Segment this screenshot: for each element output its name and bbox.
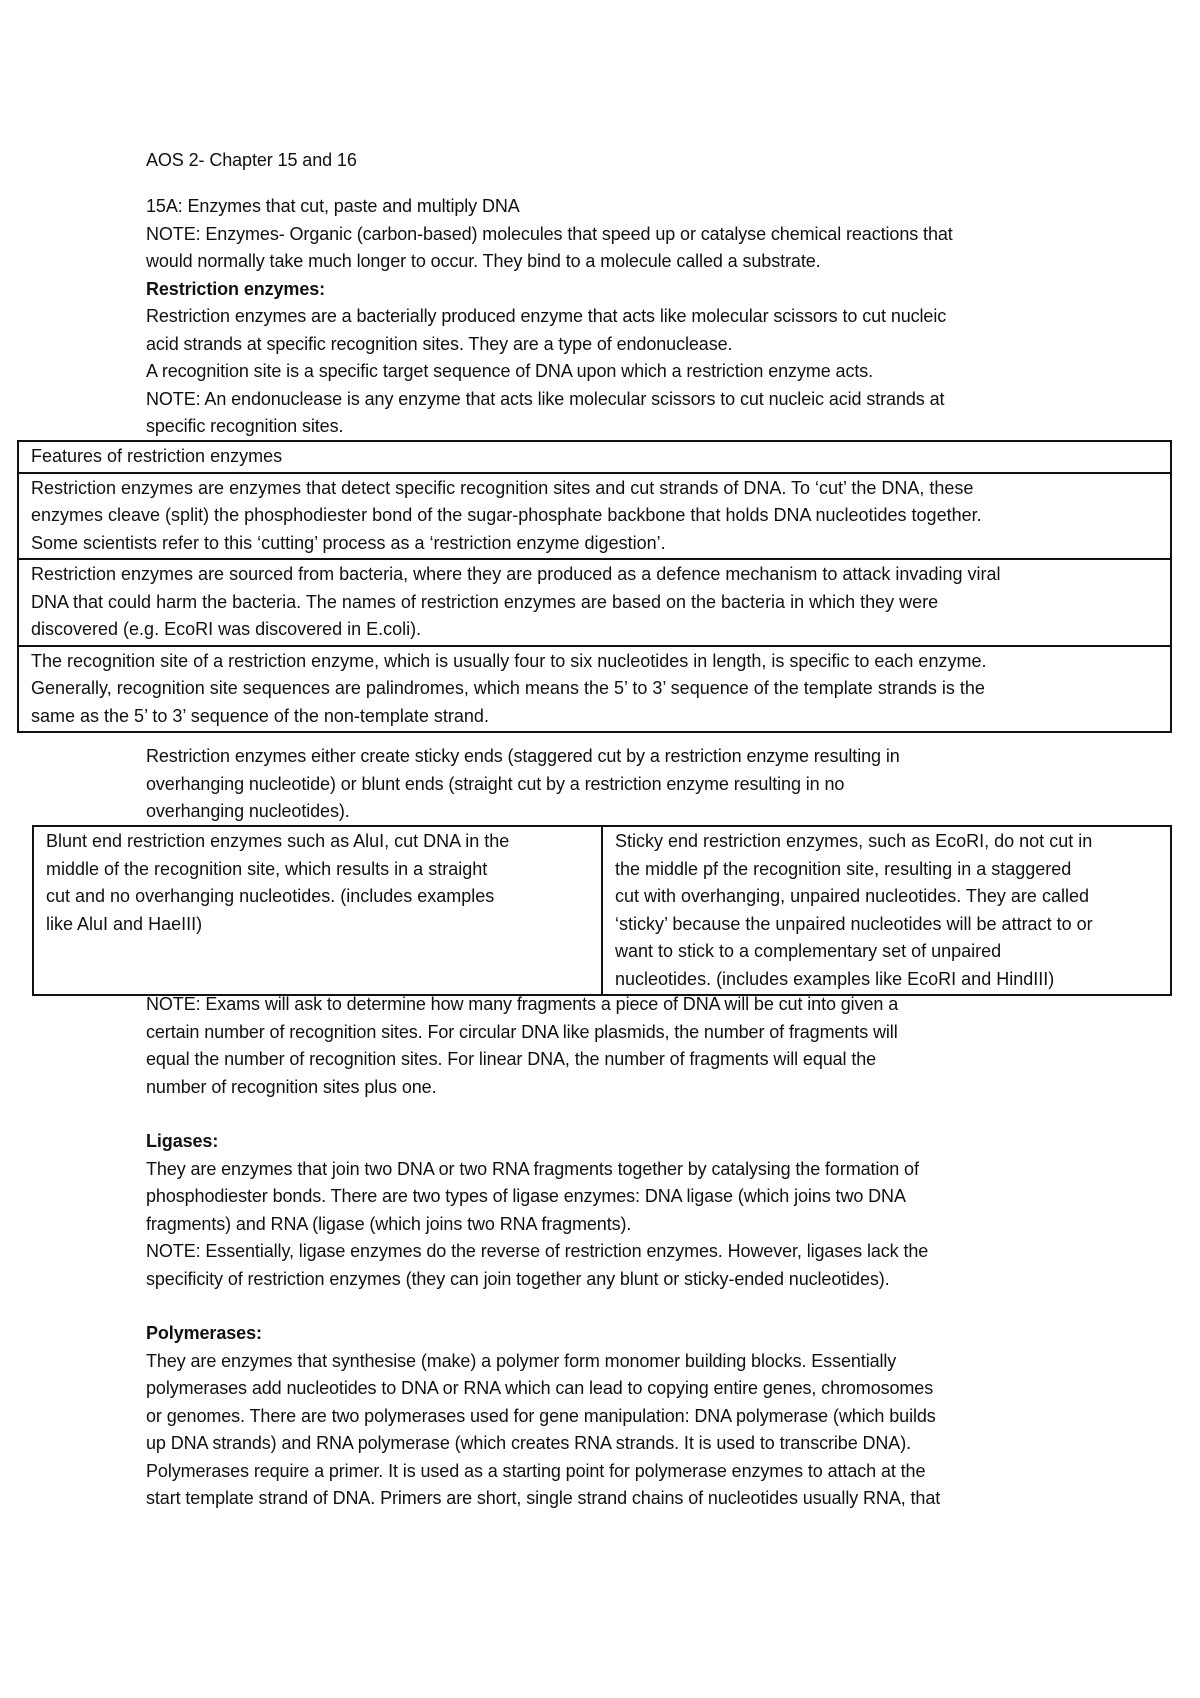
- table-row: [18, 559, 1171, 646]
- ligases-section: [146, 1128, 1076, 1293]
- cell-line: Sticky end restriction enzymes, such as EcoRI, do not cut in: [615, 831, 1093, 851]
- ligases-line: NOTE: Essentially, ligase enzymes do the reverse of restriction enzymes. However, ligases lack the: [146, 1241, 929, 1261]
- cell-line: enzymes cleave (split) the phosphodiester bond of the sugar-phosphate backbone that holds DNA nucleotides together.: [31, 505, 982, 525]
- ligases-line: specificity of restriction enzymes (they can join together any blunt or sticky-ended nucleotides).: [146, 1268, 890, 1289]
- cell-line: Blunt end restriction enzymes such as AluI, cut DNA in the: [46, 831, 510, 851]
- fragments-note: [146, 991, 1076, 1101]
- table-cell: [18, 559, 1171, 646]
- features-table: [17, 440, 1172, 733]
- cell-line: The recognition site of a restriction enzyme, which is usually four to six nucleotides in length, is specific to each enzyme.: [31, 650, 987, 671]
- restriction-line: Restriction enzymes are a bacterially produced enzyme that acts like molecular scissors to cut nucleic: [146, 306, 947, 326]
- table-cell: [18, 473, 1171, 560]
- table-row: [18, 473, 1171, 560]
- cell-line: nucleotides. (includes examples like EcoRI and HindIII): [615, 968, 1055, 989]
- ligases-line: fragments) and RNA (ligase (which joins two RNA fragments).: [146, 1213, 632, 1234]
- note-line: certain number of recognition sites. For circular DNA like plasmids, the number of fragments will: [146, 1021, 898, 1042]
- cell-line: the middle pf the recognition site, resulting in a staggered: [615, 858, 1072, 879]
- ends-intro-line: overhanging nucleotide) or blunt ends (straight cut by a restriction enzyme resulting in no: [146, 773, 845, 794]
- ends-intro-line: Restriction enzymes either create sticky ends (staggered cut by a restriction enzyme resulting in: [146, 746, 900, 766]
- restriction-enzymes-title: Restriction enzymes:: [146, 278, 326, 299]
- restriction-line: A recognition site is a specific target sequence of DNA upon which a restriction enzyme acts.: [146, 361, 874, 381]
- polymerases-line: start template strand of DNA. Primers are short, single strand chains of nucleotides usually RNA, that: [146, 1488, 941, 1508]
- sticky-end-cell: [602, 826, 1171, 995]
- ligases-line: They are enzymes that join two DNA or two RNA fragments together by catalysing the formation of: [146, 1158, 919, 1179]
- ends-intro: [146, 743, 1076, 826]
- ends-intro-line: overhanging nucleotides).: [146, 801, 350, 821]
- cell-line: Restriction enzymes are enzymes that detect specific recognition sites and cut strands of DNA. To ‘cut’ the DNA, these: [31, 477, 974, 498]
- blunt-end-cell: [33, 826, 602, 995]
- cell-line: ‘sticky’ because the unpaired nucleotides will be attract to or: [615, 913, 1093, 934]
- cell-line: same as the 5’ to 3’ sequence of the non-template strand.: [31, 705, 489, 726]
- table-cell: [18, 646, 1171, 733]
- table-row: [18, 646, 1171, 733]
- cell-line: Some scientists refer to this ‘cutting’ process as a ‘restriction enzyme digestion’.: [31, 532, 666, 553]
- restriction-line: acid strands at specific recognition sites. They are a type of endonuclease.: [146, 333, 733, 354]
- polymerases-section: [146, 1320, 1076, 1513]
- cell-line: Generally, recognition site sequences are palindromes, which means the 5’ to 3’ sequence of the template strands is the: [31, 678, 985, 698]
- cell-line: Restriction enzymes are sourced from bacteria, where they are produced as a defence mechanism to attack invading viral: [31, 564, 1001, 584]
- features-table-header-row: [18, 441, 1171, 473]
- ligases-line: phosphodiester bonds. There are two types of ligase enzymes: DNA ligase (which joins two DNA: [146, 1186, 906, 1206]
- enzymes-note-line: NOTE: Enzymes- Organic (carbon-based) molecules that speed up or catalyse chemical reactions that: [146, 223, 953, 244]
- heading-text: AOS 2- Chapter 15 and 16: [146, 150, 357, 170]
- note-line: number of recognition sites plus one.: [146, 1076, 437, 1097]
- enzymes-note-line: would normally take much longer to occur. They bind to a molecule called a substrate.: [146, 251, 821, 271]
- section-15a-title: 15A: Enzymes that cut, paste and multiply DNA: [146, 196, 520, 216]
- ends-comparison-table: [32, 825, 1172, 996]
- section-15a: [146, 193, 1076, 441]
- table-row: [33, 826, 1171, 995]
- cell-line: like AluI and HaeIII): [46, 913, 203, 934]
- cell-line: DNA that could harm the bacteria. The names of restriction enzymes are based on the bacteria in which they were: [31, 591, 939, 612]
- polymerases-title: Polymerases:: [146, 1323, 262, 1343]
- polymerases-line: polymerases add nucleotides to DNA or RNA which can lead to copying entire genes, chromosomes: [146, 1378, 934, 1398]
- polymerases-line: or genomes. There are two polymerases used for gene manipulation: DNA polymerase (which builds: [146, 1405, 936, 1426]
- cell-line: cut and no overhanging nucleotides. (includes examples: [46, 886, 495, 906]
- restriction-line: specific recognition sites.: [146, 416, 344, 436]
- polymerases-line: Polymerases require a primer. It is used as a starting point for polymerase enzymes to attach at the: [146, 1460, 926, 1481]
- features-table-header: Features of restriction enzymes: [18, 441, 1171, 473]
- cell-line: middle of the recognition site, which results in a straight: [46, 858, 488, 879]
- restriction-line: NOTE: An endonuclease is any enzyme that acts like molecular scissors to cut nucleic acid strands at: [146, 388, 945, 409]
- cell-line: discovered (e.g. EcoRI was discovered in E.coli).: [31, 619, 422, 639]
- polymerases-line: up DNA strands) and RNA polymerase (which creates RNA strands. It is used to transcribe DNA).: [146, 1433, 912, 1453]
- cell-line: cut with overhanging, unpaired nucleotides. They are called: [615, 886, 1089, 906]
- ligases-title: Ligases:: [146, 1131, 219, 1151]
- polymerases-line: They are enzymes that synthesise (make) a polymer form monomer building blocks. Essentially: [146, 1350, 897, 1371]
- cell-line: want to stick to a complementary set of unpaired: [615, 941, 1002, 961]
- note-line: NOTE: Exams will ask to determine how many fragments a piece of DNA will be cut into given a: [146, 994, 899, 1014]
- document-heading: [146, 147, 1076, 175]
- note-line: equal the number of recognition sites. For linear DNA, the number of fragments will equal the: [146, 1049, 877, 1069]
